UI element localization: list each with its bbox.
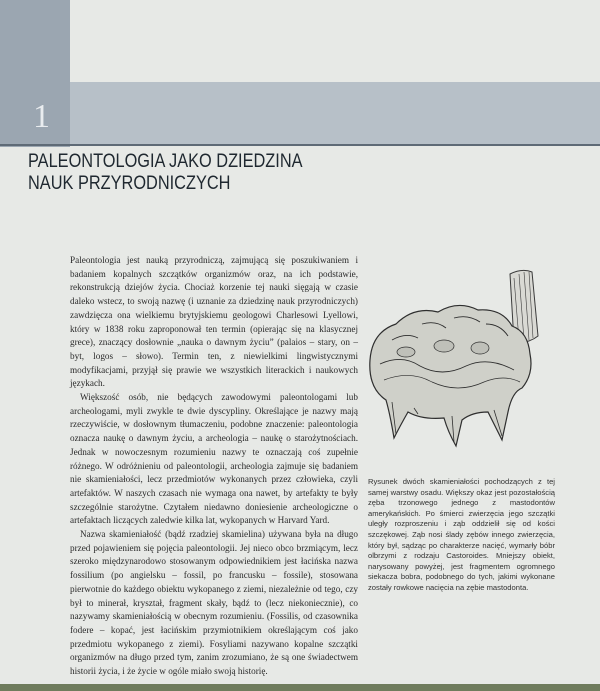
chapter-title-line-1: PALEONTOLOGIA JAKO DZIEDZINA [28,151,303,172]
header-rule [0,144,600,146]
fossil-illustration [362,262,552,462]
chapter-title [28,151,303,195]
paragraph-3: Nazwa skamieniałość (bądź rzadziej skamielina) używana była na długo przed pojawieniem się pojęcia paleontologii. Jej nieco obco brzmiącym, lecz szeroko międzynarodowo stosowanym odpowiednikiem jest łacińska nazwa fossilium (po angielsku – fossil, po francusku – fossile), stosowana pierwotnie do każdego obiektu wykopanego z ziemi, niezależnie od tego, czy był to minerał, kryształ, fragment skały, bądź to (lecz niekoniecznie), co nazywamy skamieniałością w obecnym rozumieniu. (Fossilis, od czasownika fodere – kopać, jest łacińskim przymiotnikiem określającym coś jako przedmiotu wykopanego z ziemi). Fosyliami nazywano kopalne szczątki organizmów na długo przed tym, zanim zrozumiano, że są one świadectwem historii życia, i że życie w ogóle miało swoją historię. [70,529,358,677]
mastodon-molar [370,305,531,446]
body-text [70,254,358,679]
paragraph-1: Paleontologia jest nauką przyrodniczą, zajmującą się poszukiwaniem i badaniem kopalnych szczątków organizmów oraz, na ich podstawie, rekonstrukcją dziejów życia. Chociaż korzenie tej nauki sięgają w czasie daleko wstecz, to swoją nazwę (i uznanie za dziedzinę nauk przyrodniczych) zawdzięcza ona wielkiemu brytyjskiemu geologowi Charlesowi Lyellowi, który w 1838 roku zaproponował ten termin (opierając się na klasycznej grece), znaczący dosłownie „nauka o dawnym życiu” (palaios – stary, on – byt, logos – słowo). Termin ten, z niewielkimi lingwistycznymi modyfikacjami, przyjął się prawie we wszystkich literackich i naukowych językach. [70,255,358,389]
chapter-tab [0,0,70,147]
paragraph-2: Większość osób, nie będących zawodowymi paleontologami lub archeologami, myli zwykle te dwie dyscypliny. Określające je nazwy mają rzeczywiście, w dosłownym tłumaczeniu, podobne znaczenie: paleontologia oznacza naukę o dawnym życiu, a archeologia – naukę o starożytnościach. Jednak w nowoczesnym rozumieniu nazwy te oznaczają coś zupełnie różnego. W odróżnieniu od paleontologii, archeologia zajmuje się badaniem nie skamieniałości, lecz przedmiotów wykonanych przez człowieka, czyli artefaktów. W naszych czasach nie wymaga ona nawet, by artefakty te były szczególnie starożytne. Czytałem niedawno doniesienie archeologiczne o artefaktach liczących zaledwie kilka lat, wykopanych w Harvard Yard. [70,392,358,526]
figure-caption: Rysunek dwóch skamieniałości pochodzących z tej samej warstwy osadu. Większy okaz jest pozostałością zęba trzonowego jednego z mastodontów amerykańskich. Po śmierci zwierzęcia jego szczątki uległy rozproszeniu i ząb oddzielił się od kości szczękowej. Ząb nosi ślady zębów innego zwierzęcia, który był, sądząc po charakterze nacięć, wymarły bóbr olbrzymi z rodzaju Castoroides. Mniejszy obiekt, narysowany powyżej, jest fragmentem ogromnego siekacza bobra, podobnego do tych, jakimi wykonane zostały rowkowe nacięcia na zębie mastodonta. [368,477,555,592]
desk-background [0,684,600,691]
chapter-title-line-2: NAUK PRZYRODNICZYCH [28,173,231,194]
chapter-number: 1 [33,98,50,135]
header-band [70,82,600,144]
